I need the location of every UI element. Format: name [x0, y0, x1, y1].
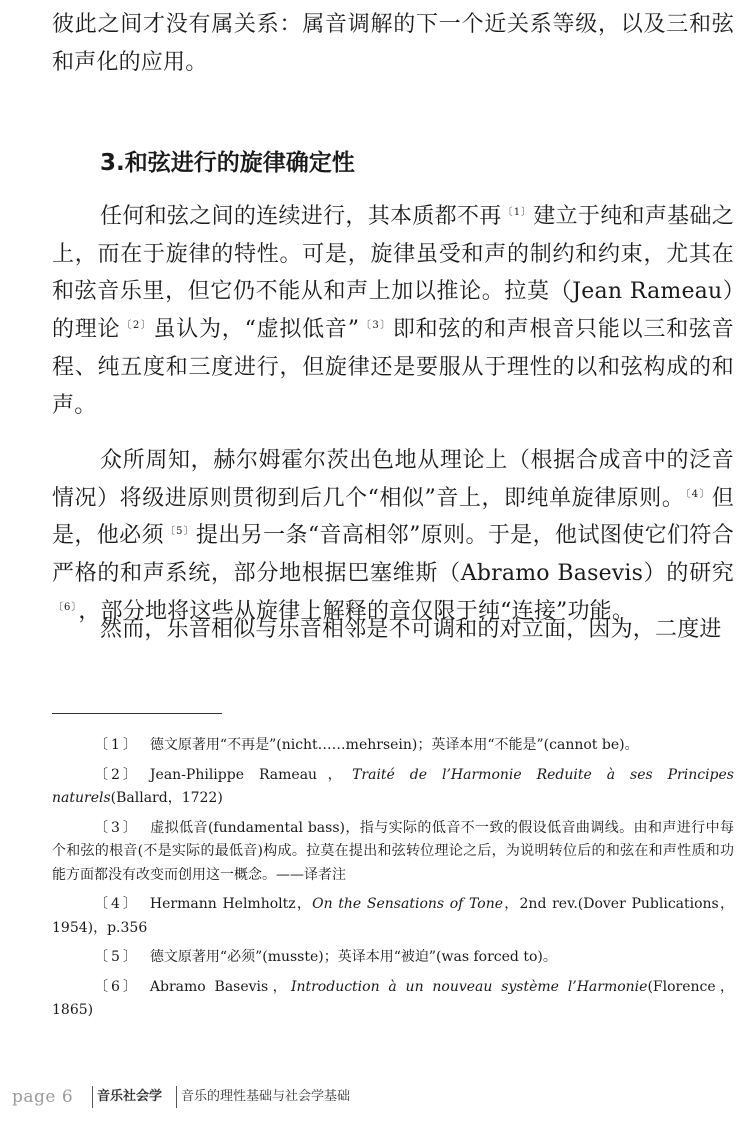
footnote-mark: 〔2〕: [94, 766, 140, 783]
text-run: 任何和弦之间的连续进行，其本质都不再: [100, 204, 502, 229]
footnote-3: [52, 817, 734, 888]
footnote-5: [52, 946, 734, 970]
footnote-mark: 〔3〕: [94, 819, 140, 836]
footnote-author: Hermann Helmholtz，: [149, 896, 313, 912]
footnote-ref-2[interactable]: 〔2〕: [121, 320, 153, 332]
text-run: ，部分地将这些从旋律上解释的音仅限于纯“连接”功能。: [78, 598, 635, 624]
footnote-text: 虚拟低音(fundamental bass)，指与实际的低音不一致的假设低音曲调线。由和声进行中每个和弦的根音(不是实际的最低音)构成。拉莫在提出和弦转位理论之后，为说明转位后的和弦在和声性质和功能方面都没有改变而创用这一概念。——译者注: [52, 819, 734, 883]
footnote-mark: 〔4〕: [94, 896, 140, 912]
text-run: 建立于纯和声基础之上，而在于旋律的特性。可是，旋律虽受和声的制约和约束，尤其在和弦音乐里，但它仍不能从和声上加以推论。拉莫（Jean Rameau）的理论: [52, 204, 734, 343]
footnote-ref-4[interactable]: 〔4〕: [685, 488, 711, 500]
footnote-ref-5[interactable]: 〔5〕: [164, 526, 195, 538]
footnote-1: [52, 734, 734, 758]
footnote-author: Jean-Philippe Rameau，: [149, 766, 353, 783]
page-footer: [0, 1086, 750, 1108]
running-book-title: 音乐的理性基础与社会学基础: [176, 1086, 350, 1108]
page-number: page 6: [12, 1087, 74, 1107]
text-run: 虽认为，“虚拟低音”: [153, 317, 360, 343]
footnote-book-title: Traité de l’Harmonie Reduite à ses Principes naturels: [52, 766, 734, 806]
paragraph-helmholtz: [52, 442, 734, 631]
footnote-ref-3[interactable]: 〔3〕: [360, 320, 392, 332]
footnote-mark: 〔5〕: [94, 949, 140, 965]
paragraph-harmony-progression: [52, 198, 734, 424]
series-title: 音乐社会学: [92, 1086, 162, 1108]
footnote-book-title: On the Sensations of Tone: [312, 896, 504, 912]
footnote-publisher: (Ballard，1722): [110, 790, 223, 806]
footnote-2: [52, 764, 734, 811]
continued-paragraph: 彼此之间才没有属关系：属音调解的下一个近关系等级，以及三和弦和声化的应用。: [52, 12, 734, 75]
paragraph-conclusion: 然而，乐音相似与乐音相邻是不可调和的对立面，因为，二度进: [100, 617, 722, 642]
text-run: 但是，他必须: [52, 485, 734, 549]
footnotes-list: [52, 734, 734, 1029]
footnote-divider: [52, 713, 222, 714]
footnote-mark: 〔1〕: [94, 737, 140, 753]
footnote-book-title: Introduction à un nouveau système l’Harmonie: [290, 978, 648, 995]
text-run: 众所周知，赫尔姆霍尔茨出色地从理论上（根据合成音中的泛音情况）将级进原则贯彻到后几个“相似”音上，即纯单旋律原则。: [52, 448, 734, 511]
footnote-ref-1[interactable]: 〔1〕: [502, 207, 533, 218]
section-heading: 3.和弦进行的旋律确定性: [100, 150, 355, 176]
footnote-text: 德文原著用“必须”(musste)；英译本用“被迫”(was forced to)。: [149, 949, 557, 965]
text-run: 即和弦的和声根音只能以三和弦音程、纯五度和三度进行，但旋律还是要服从于理性的以和弦构成的和声。: [52, 317, 734, 418]
footnote-publisher: (Florence，1865): [52, 978, 734, 1018]
footnote-4: [52, 893, 734, 940]
footnote-ref-6[interactable]: 〔6〕: [53, 601, 78, 613]
footnote-author: Abramo Basevis，: [149, 978, 291, 995]
footnote-mark: 〔6〕: [94, 978, 140, 995]
footnote-publisher: ，2nd rev.(Dover Publications，1954)，p.356: [52, 896, 734, 936]
footnote-6: [52, 976, 734, 1023]
footnote-text: 德文原著用“不再是”(nicht……mehrsein)；英译本用“不能是”(cannot be)。: [149, 737, 639, 753]
text-run: 提出另一条“音高相邻”原则。于是，他试图使它们符合严格的和声系统，部分地根据巴塞维斯（Abramo Basevis）的研究: [52, 523, 734, 587]
